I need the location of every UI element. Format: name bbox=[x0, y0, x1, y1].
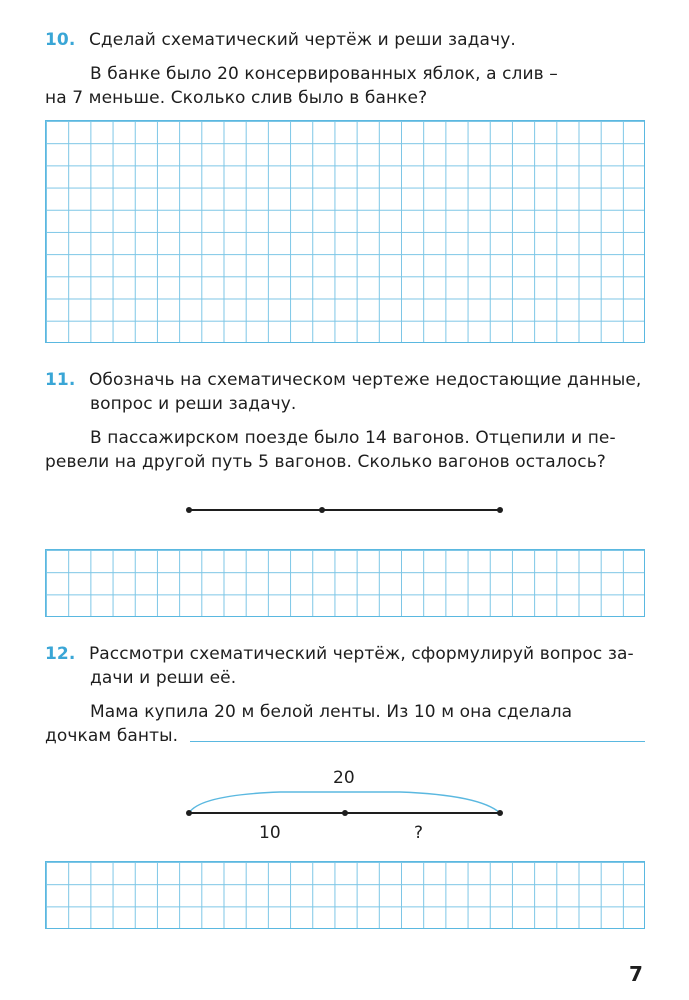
task-11-problem-line2: ревели на другой путь 5 вагонов. Сколько вагонов осталось? bbox=[45, 452, 606, 472]
page-number: 7 bbox=[629, 962, 643, 986]
task-10-answer-grid[interactable] bbox=[45, 120, 645, 343]
task-12-part1-label: 10 bbox=[259, 823, 281, 843]
task-11-segment-diagram[interactable] bbox=[180, 500, 510, 520]
task-11-problem-line1: В пассажирском поезде было 14 вагонов. Отцепили и пе- bbox=[90, 428, 616, 448]
task-12-segment-start-dot bbox=[186, 810, 192, 816]
task-10-problem-line2: на 7 меньше. Сколько слив было в банке? bbox=[45, 88, 428, 108]
task-11-instruction-line2: вопрос и реши задачу. bbox=[90, 394, 297, 414]
task-12-part2-label: ? bbox=[414, 823, 424, 843]
task-12-total-label: 20 bbox=[333, 768, 355, 788]
task-11-instruction-line1: Обозначь на схематическом чертеже недостающие данные, bbox=[88, 370, 642, 390]
task-12-segment-end-dot bbox=[497, 810, 503, 816]
task-12-problem-line1: Мама купила 20 м белой ленты. Из 10 м она сделала bbox=[90, 702, 573, 722]
task-11-segment-end-dot bbox=[497, 507, 503, 513]
task-12-total-brace bbox=[189, 792, 500, 813]
task-11-segment-mid-dot bbox=[319, 507, 325, 513]
task-11-number: 11. bbox=[45, 370, 76, 390]
task-10-problem-line1: В банке было 20 консервированных яблок, а слив – bbox=[90, 64, 558, 84]
task-10-number: 10. bbox=[45, 30, 76, 50]
task-12-instruction-line2: дачи и реши её. bbox=[90, 668, 237, 688]
task-12-problem-line2: дочкам банты. bbox=[45, 726, 179, 746]
task-10-instruction: Сделай схематический чертёж и реши задачу. bbox=[88, 30, 516, 50]
task-12-segment-diagram bbox=[180, 785, 510, 825]
task-12-header bbox=[45, 642, 634, 666]
task-12-answer-line[interactable] bbox=[190, 741, 645, 742]
task-12-instruction-line1: Рассмотри схематический чертёж, сформулируй вопрос за- bbox=[88, 644, 634, 664]
task-12-number: 12. bbox=[45, 644, 76, 664]
task-12-segment-mid-dot bbox=[342, 810, 348, 816]
task-12-answer-grid[interactable] bbox=[45, 861, 645, 929]
task-10-header bbox=[45, 28, 516, 52]
task-11-header bbox=[45, 368, 641, 392]
task-11-answer-grid[interactable] bbox=[45, 549, 645, 617]
task-11-segment-start-dot bbox=[186, 507, 192, 513]
